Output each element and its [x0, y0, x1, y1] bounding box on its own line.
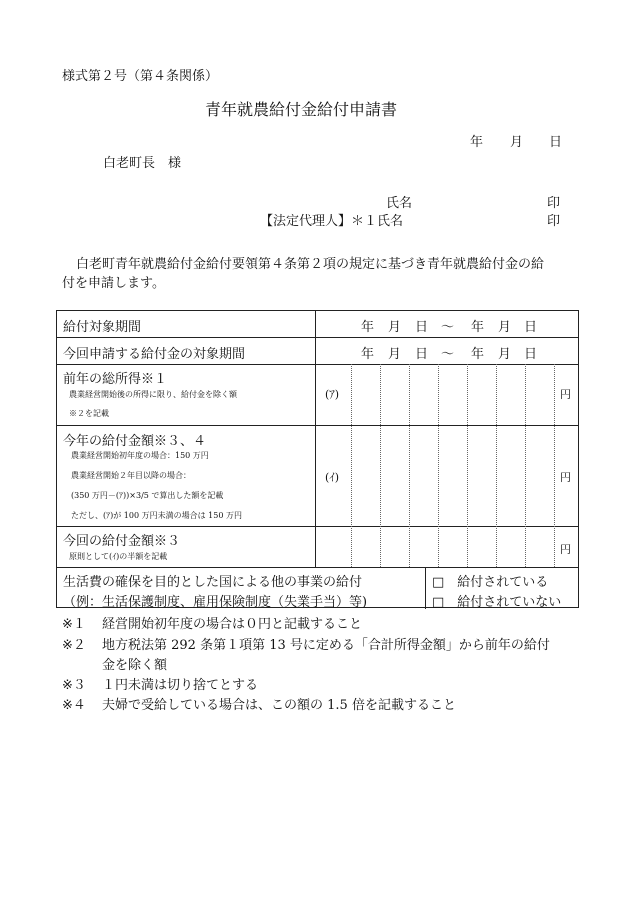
footnote-text: 経営開始初年度の場合は０円と記載すること	[102, 617, 363, 632]
row-divider	[57, 526, 578, 527]
body-text-line2: 付を申請します。	[62, 276, 165, 291]
period-day: 日	[415, 320, 429, 335]
this-year-note: ただし、(ｱ)が 100 万円未満の場合は 150 万円	[71, 511, 242, 520]
footnote-mark: ※３	[62, 678, 86, 693]
income-marker: (ｱ)	[325, 388, 340, 401]
digit-column-line	[438, 364, 439, 567]
application-table	[56, 310, 579, 608]
other-benefit-label: 生活費の確保を目的とした国による他の事業の給付	[63, 575, 363, 590]
footnote-text: 地方税法第 292 条第１項第 13 号に定める「合計所得金額」から前年の給付	[102, 638, 550, 653]
body-text-line1: 白老町青年就農給付金給付要領第４条第２項の規定に基づき青年就農給付金の給	[76, 257, 545, 272]
date-month-label: 月	[510, 135, 524, 150]
row-divider	[57, 337, 578, 338]
benefit-not-received-checkbox[interactable]: □ 給付されていない	[432, 595, 562, 610]
footnote-text-cont: 金を除く額	[102, 658, 168, 673]
period-month: 月	[388, 320, 402, 335]
this-time-amount-label: 今回の給付金額※３	[63, 534, 181, 549]
other-benefit-example: （例：生活保護制度、雇用保険制度（失業手当）等)	[63, 595, 368, 610]
row-divider	[57, 567, 578, 568]
footnote-mark: ※１	[62, 617, 86, 632]
period-year: 年	[471, 320, 485, 335]
column-divider	[315, 311, 316, 567]
current-period-label: 今回申請する給付金の対象期間	[63, 347, 246, 362]
period-label: 給付対象期間	[63, 320, 142, 335]
addressee: 白老町長 様	[103, 156, 182, 171]
footnote-mark: ※２	[62, 638, 86, 653]
this-year-note: (350 万円－(ｱ))×3/5 で算出した額を記載	[71, 491, 224, 500]
digit-column-line	[351, 364, 352, 567]
footnote-text: 夫婦で受給している場合は、この額の 1.5 倍を記載すること	[102, 698, 456, 713]
digit-column-line	[409, 364, 410, 567]
this-year-unit: 円	[560, 471, 571, 484]
footnote-mark: ※４	[62, 698, 86, 713]
this-year-note: 農業経営開始初年度の場合：150 万円	[71, 451, 209, 460]
period-month: 月	[498, 320, 512, 335]
this-time-note: 原則として(ｲ)の半額を記載	[69, 552, 168, 561]
digit-column-line	[380, 364, 381, 567]
this-year-marker: (ｲ)	[325, 471, 340, 484]
page-title: 青年就農給付金給付申請書	[205, 100, 398, 119]
digit-column-line	[496, 364, 497, 567]
period-day: 日	[524, 320, 538, 335]
applicant-seal: 印	[547, 196, 561, 211]
current-period-tilde: ～	[441, 347, 455, 362]
row-divider	[57, 425, 578, 426]
period-tilde: ～	[441, 320, 455, 335]
form-number: 様式第２号（第４条関係）	[62, 69, 219, 84]
current-period-year: 年	[471, 347, 485, 362]
current-period-month: 月	[388, 347, 402, 362]
income-unit: 円	[560, 388, 571, 401]
income-note: 農業経営開始後の所得に限り、給付金を除く額	[69, 390, 237, 399]
date-year-label: 年	[470, 135, 484, 150]
current-period-month: 月	[498, 347, 512, 362]
digit-column-line	[467, 364, 468, 567]
income-label: 前年の総所得※１	[63, 372, 168, 387]
footnote-text: １円未満は切り捨てとする	[102, 678, 259, 693]
benefit-received-checkbox[interactable]: □ 給付されている	[432, 575, 549, 590]
row-divider	[57, 364, 578, 365]
date-day-label: 日	[549, 135, 563, 150]
current-period-day: 日	[524, 347, 538, 362]
column-divider	[425, 567, 426, 609]
income-note: ※２を記載	[69, 409, 109, 418]
agent-name-label: 【法定代理人】＊１氏名	[260, 214, 404, 229]
applicant-name-label: 氏名	[386, 196, 413, 211]
this-year-amount-label: 今年の給付金額※３、４	[63, 434, 207, 449]
period-year: 年	[361, 320, 375, 335]
current-period-year: 年	[361, 347, 375, 362]
digit-column-line	[554, 364, 555, 567]
current-period-day: 日	[415, 347, 429, 362]
digit-column-line	[525, 364, 526, 567]
this-time-unit: 円	[560, 543, 571, 556]
this-year-note: 農業経営開始２年目以降の場合：	[71, 471, 191, 480]
agent-seal: 印	[547, 214, 561, 229]
